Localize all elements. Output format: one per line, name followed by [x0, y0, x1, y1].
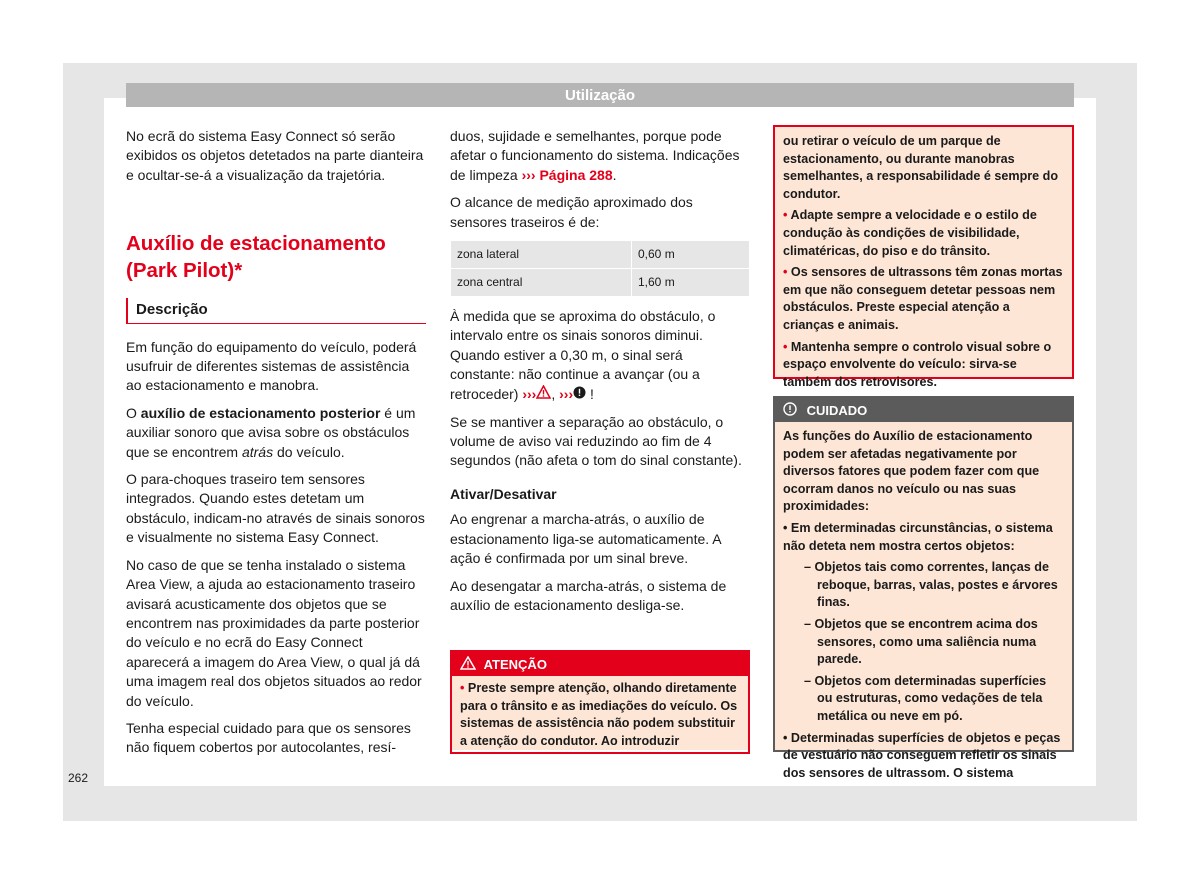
warning-box-continued [773, 125, 1074, 389]
column-2 [450, 127, 750, 623]
caution-text: Objetos tais como correntes, lanças de reboque, barras, valas, postes e árvores finas. [814, 560, 1058, 610]
dash: – [804, 616, 812, 631]
dash: – [804, 560, 812, 575]
subsection-heading: Descrição [126, 298, 426, 323]
section-title: Auxílio de estacionamento (Park Pilot)* [126, 232, 386, 283]
warning-text: Mantenha sempre o controlo visual sobre o espaço envolvente do veículo: sirva-se também dos retrovisores. [783, 339, 1052, 389]
warning-triangle-icon [536, 385, 551, 404]
warning-box [450, 650, 750, 754]
caution-box [773, 396, 1074, 780]
dash: – [804, 673, 812, 688]
table-cell: zona lateral [451, 241, 632, 269]
caution-text: Em determinadas circunstâncias, o sistema não deteta nem mostra certos objetos: [783, 520, 1053, 553]
paragraph: Se se mantiver a separação ao obstáculo, o volume de aviso vai reduzindo ao fim de 4 segundos (não afeta o tom do sinal constante). [450, 413, 742, 469]
exclamation-circle-icon [573, 385, 586, 404]
paragraph: Ao desengatar a marcha-atrás, o sistema de auxílio de estacionamento desliga-se. [450, 577, 727, 613]
paragraph: No caso de que se tenha instalado o sistema Area View, a ajuda ao estacionamento traseiro avisará acusticamente dos objetos que se encontrem nas proximidades da parte posterior do veículo e no ecrã do Easy Connect aparecerá a imagem do Area View, o qual já dá uma imagem real dos objetos situados ao redor do veículo. [126, 556, 422, 709]
warning-text: Adapte sempre a velocidade e o estilo de condução às condições de visibilidade, climatéricas, do piso e do trânsito. [783, 208, 1037, 258]
subsection-heading: Ativar/Desativar [450, 485, 557, 502]
warning-text: Preste sempre atenção, olhando diretamente para o trânsito e as imediações do veículo. Os sistemas de assistência não podem substituir a atenção do condutor. Ao introduzir [460, 681, 738, 748]
warning-header [452, 652, 748, 676]
paragraph: duos, sujidade e semelhantes, porque pode afetar o funcionamento do sistema. Indicações de limpeza ››› Página 288. [450, 128, 740, 183]
caution-title: CUIDADO [806, 403, 868, 418]
paragraph: Em função do equipamento do veículo, poderá usufruir de diferentes sistemas de assistência ao estacionamento e manobra. [126, 338, 417, 394]
reference-arrows[interactable]: ››› [559, 385, 574, 402]
table-cell: 1,60 m [632, 269, 750, 297]
warning-body [452, 676, 748, 750]
table-cell: 0,60 m [632, 241, 750, 269]
reference-arrows[interactable]: ››› [522, 385, 537, 402]
caution-header [775, 398, 1072, 422]
table-row [451, 241, 750, 269]
warning-body [775, 127, 1072, 389]
warning-triangle-icon [460, 653, 476, 678]
page-reference-link[interactable]: ››› Página 288 [521, 166, 613, 183]
paragraph: Ao engrenar a marcha-atrás, o auxílio de estacionamento liga-se automaticamente. A ação é confirmada por um sinal breve. [450, 511, 721, 567]
caution-text: Determinadas superfícies de objetos e peças de vestuário não conseguem refletir os sinais dos sensores de ultrassom. O sistema [783, 730, 1061, 780]
column-1 [126, 127, 426, 766]
bullet: • [783, 208, 788, 223]
caution-body [775, 422, 1072, 780]
table-cell: zona central [451, 269, 632, 297]
exclamation-circle-icon [783, 399, 797, 424]
paragraph: O para-choques traseiro tem sensores integrados. Quando estes detetam um obstáculo, indicam-no através de sinais sonoros e visualmente no sistema Easy Connect. [126, 471, 425, 546]
bullet: • [783, 520, 788, 535]
range-table [450, 240, 750, 297]
caution-text: Objetos com determinadas superfícies ou estruturas, como vedações de tela metálica ou neve em pó. [814, 673, 1047, 723]
paragraph: O alcance de medição aproximado dos sensores traseiros é de: [450, 194, 693, 230]
paragraph: No ecrã do sistema Easy Connect só serão exibidos os objetos detetados na parte dianteira e ocultar-se-á a visualização da trajetória. [126, 128, 424, 183]
paragraph: À medida que se aproxima do obstáculo, o intervalo entre os sinais sonoros diminui. Quando estiver a 0,30 m, o sinal será constante: não continue a avançar (ou a retroceder) ››› , ››› ! [450, 307, 750, 405]
bullet: • [783, 339, 788, 354]
bullet: • [460, 681, 465, 695]
table-row [451, 269, 750, 297]
paragraph: Tenha especial cuidado para que os sensores não fiquem cobertos por autocolantes, resí- [126, 719, 411, 756]
warning-text: ou retirar o veículo de um parque de estacionamento, ou durante manobras semelhantes, a responsabilidade é sempre do condutor. [783, 134, 1059, 201]
caution-text: Objetos que se encontrem acima dos sensores, como uma saliência numa parede. [814, 616, 1038, 667]
caution-text: As funções do Auxílio de estacionamento podem ser afetadas negativamente por diversos fatores que podem fazer com que ocorram danos no veículo ou nas suas proximidades: [783, 429, 1040, 514]
warning-title: ATENÇÃO [483, 657, 547, 672]
bullet: • [783, 730, 788, 745]
bullet: • [783, 265, 788, 280]
page-number: 262 [68, 771, 89, 785]
warning-text: Os sensores de ultrassons têm zonas mortas em que não conseguem detetar pessoas nem obstáculos. Preste especial atenção a crianças e animais. [783, 265, 1063, 332]
chapter-header: Utilização [126, 83, 1074, 107]
paragraph: O auxílio de estacionamento posterior é um auxiliar sonoro que avisa sobre os obstáculos que se encontrem atrás do veículo. [126, 404, 416, 460]
